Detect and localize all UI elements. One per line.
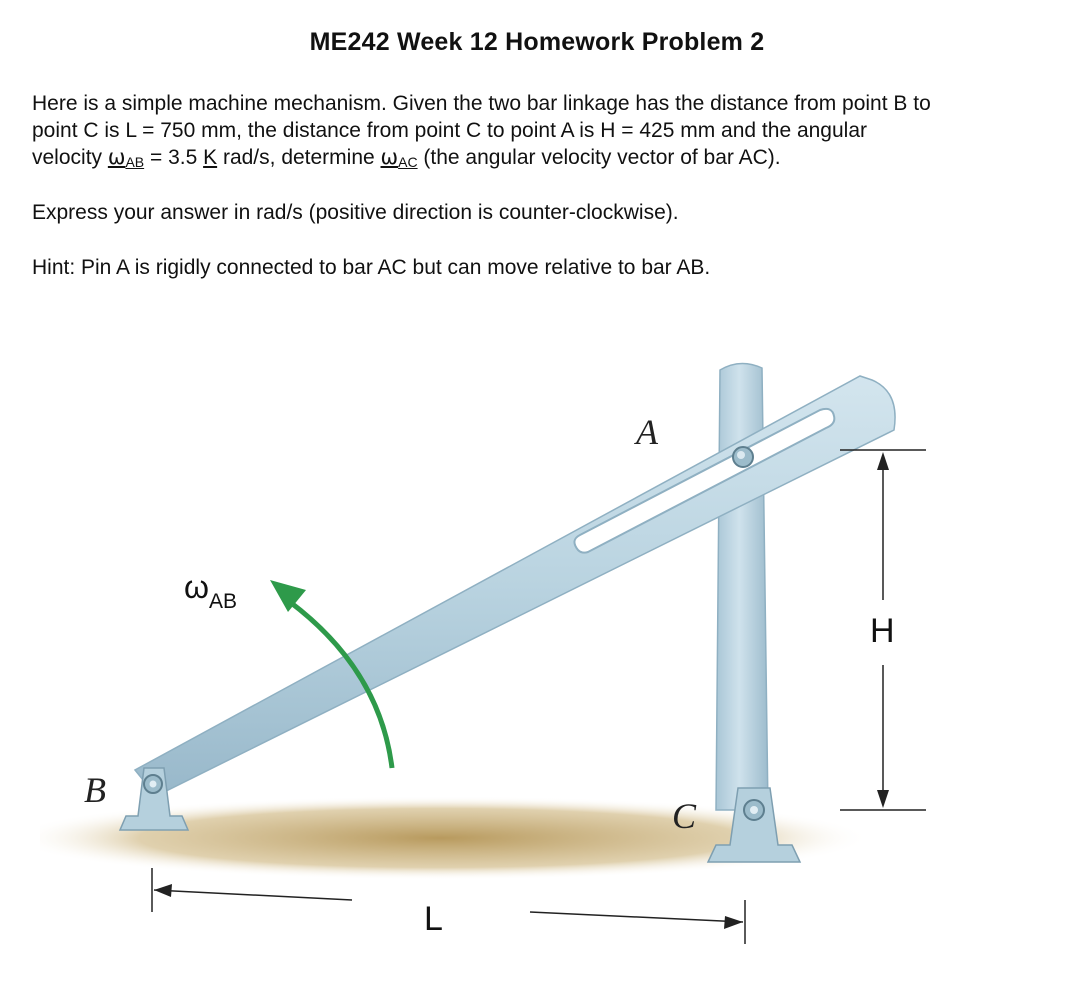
label-l: L — [424, 900, 443, 938]
label-omega-subscript: AB — [208, 590, 237, 613]
problem-line-3-text-c: rad/s, determine — [217, 146, 381, 169]
mechanism-figure — [40, 340, 970, 980]
instructions-text: Express your answer in rad/s (positive direction is counter-clockwise). — [32, 201, 679, 224]
problem-line-1: Here is a simple machine mechanism. Given the two bar linkage has the distance from point B to — [32, 92, 931, 115]
label-c: C — [672, 796, 697, 836]
label-a: A — [636, 412, 658, 452]
omega-ab-subscript: AB — [125, 154, 145, 170]
bar-ab-slot — [574, 409, 834, 553]
problem-line-3-text-b: = 3.5 — [144, 146, 204, 169]
page-title: ME242 Week 12 Homework Problem 2 — [309, 28, 765, 56]
problem-statement — [32, 90, 1052, 176]
problem-line-2: point C is L = 750 mm, the distance from point C to point A is H = 425 mm and the angular — [32, 119, 868, 142]
label-b: B — [84, 770, 106, 810]
omega-ac-symbol: ω — [380, 145, 399, 169]
problem-line-3-text-d: (the angular velocity vector of bar AC). — [417, 146, 781, 169]
label-h: H — [870, 612, 895, 650]
pin-a — [733, 447, 753, 467]
label-omega-ab — [184, 569, 237, 613]
problem-line-3 — [32, 144, 1052, 176]
problem-line-3-text-a: velocity — [32, 146, 108, 169]
omega-ac-subscript: AC — [398, 154, 418, 170]
label-omega-symbol: ω — [184, 569, 209, 605]
k-unit-vector: K — [203, 146, 218, 169]
omega-ab-symbol: ω — [107, 145, 126, 169]
bar-ab — [135, 376, 895, 796]
hint-text: Hint: Pin A is rigidly connected to bar AC but can move relative to bar AB. — [32, 256, 711, 279]
mechanism-diagram — [40, 340, 970, 980]
